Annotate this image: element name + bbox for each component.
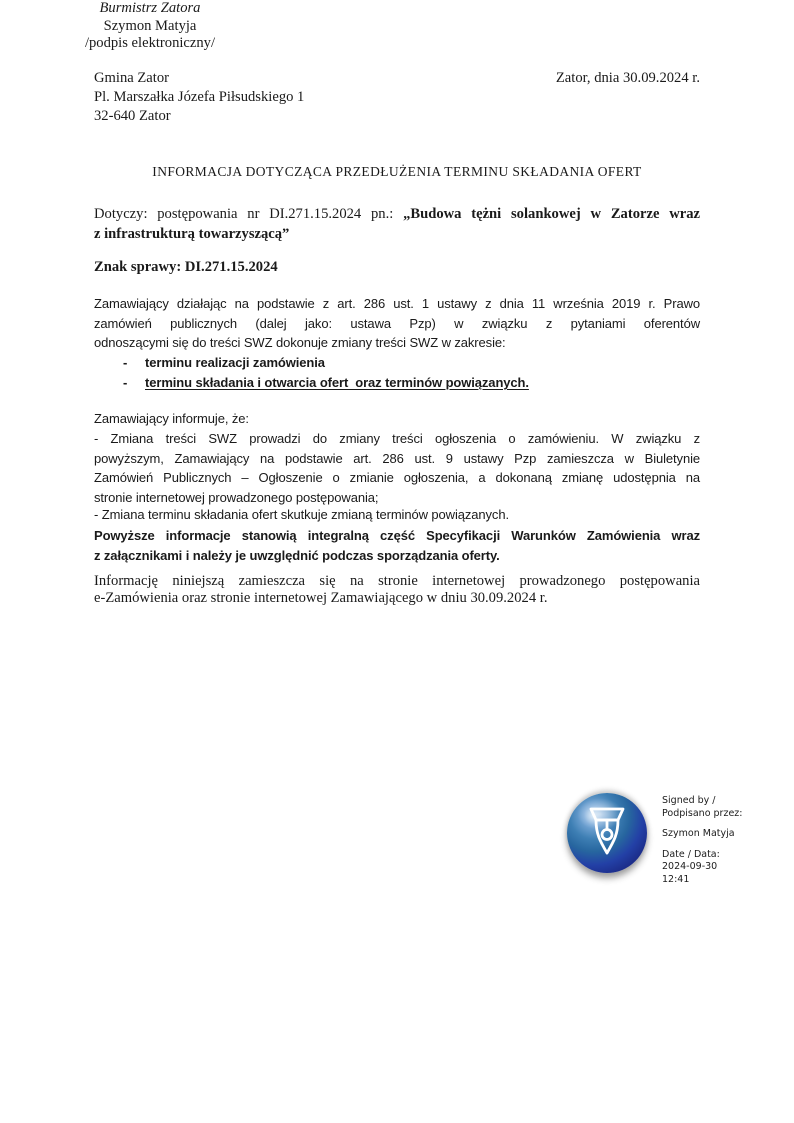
paragraph-line: odnoszącymi się do treści SWZ dokonuje zmiany treści SWZ w zakresie: — [94, 335, 506, 350]
paragraph-line: stronie internetowej prowadzonego postępowania; — [94, 489, 379, 505]
paragraph-line: Zamówień Publicznych – Ogłoszenie o zmianie ogłoszenia, a dokonaną zmianę udostępnia na — [94, 470, 700, 485]
changes-list — [94, 353, 700, 393]
paragraph-line: zamówień publicznych (dalej jako: ustawa Pzp) w związku z pytaniami oferentów — [94, 315, 700, 331]
signature-date-group — [662, 849, 792, 887]
info-paragraph — [94, 429, 700, 507]
paragraph-line: e-Zamówienia oraz stronie internetowej Zamawiającego w dniu 30.09.2024 r. — [94, 590, 548, 606]
paragraph-line: Powyższe informacje stanowią integralną część Specyfikacji Warunków Zamówienia wraz — [94, 528, 700, 543]
digital-signature-seal — [567, 793, 647, 873]
info-paragraph: - Zmiana terminu składania ofert skutkuje zmianą terminów powiązanych. — [94, 507, 509, 522]
paragraph-line: powyższym, Zamawiający na podstawie art. 286 ust. 9 ustawy Pzp zamieszcza w Biuletynie — [94, 450, 700, 466]
list-item-text: terminu realizacji zamówienia — [145, 355, 325, 370]
sender-line: Pl. Marszałka Józefa Piłsudskiego 1 — [94, 89, 305, 105]
paragraph-line: Zamawiający działając na podstawie z art. 286 ust. 1 ustawy z dnia 11 września 2019 r. Prawo — [94, 296, 700, 311]
list-item — [94, 373, 700, 393]
signer-name: Szymon Matyja — [103, 17, 197, 34]
sender-address — [94, 69, 304, 126]
paragraph-line: - Zmiana treści SWZ prowadzi do zmiany treści ogłoszenia o zamówieniu. W związku z — [94, 431, 700, 446]
digital-signature-details — [662, 795, 792, 886]
sender-line: Gmina Zator — [94, 70, 169, 86]
intro-paragraph — [94, 294, 700, 353]
paragraph-line: z załącznikami i należy je uwzględnić podczas sporządzania oferty. — [94, 547, 500, 563]
date-label: Date / Data: — [662, 848, 720, 860]
place-date-line: Zator, dnia 30.09.2024 r. — [555, 70, 700, 86]
signed-by-line: Signed by / — [662, 795, 716, 806]
list-item-text: terminu składania i otwarcia ofert oraz terminów powiązanych. — [145, 375, 529, 390]
signed-by-label — [662, 795, 792, 820]
signed-by-line: Podpisano przez: — [662, 807, 743, 819]
list-marker: - — [123, 375, 128, 390]
signature-note: /podpis elektroniczny/ — [84, 35, 216, 51]
sender-line: 32-640 Zator — [94, 108, 171, 124]
signature-block — [0, 0, 300, 53]
subject-bold-part: z infrastrukturą towarzyszącą” — [94, 226, 290, 242]
subject-line — [94, 204, 700, 224]
digital-signer-name: Szymon Matyja — [662, 828, 735, 839]
subject-prefix: Dotyczy: postępowania nr DI.271.15.2024 pn.: — [94, 206, 394, 222]
paragraph-line: Informację niniejszą zamieszcza się na stronie internetowej prowadzonego postępowania — [94, 573, 700, 589]
document-title: INFORMACJA DOTYCZĄCA PRZEDŁUŻENIA TERMINU SKŁADANIA OFERT — [152, 164, 642, 179]
closing-paragraph — [94, 573, 700, 607]
subject-line — [94, 224, 700, 244]
subject-paragraph — [94, 204, 700, 244]
letter-header — [94, 69, 700, 126]
pen-nib-icon — [567, 793, 647, 873]
bold-note-paragraph — [94, 526, 700, 565]
signature-time: 12:41 — [662, 873, 690, 885]
signature-date: 2024-09-30 — [662, 861, 718, 872]
list-marker: - — [123, 355, 128, 370]
case-number: Znak sprawy: DI.271.15.2024 — [94, 259, 278, 275]
signer-role: Burmistrz Zatora — [99, 0, 201, 16]
list-item — [94, 353, 700, 373]
info-heading: Zamawiający informuje, że: — [94, 411, 249, 426]
subject-bold-part: „Budowa tężni solankowej w Zatorze wraz — [403, 206, 700, 222]
